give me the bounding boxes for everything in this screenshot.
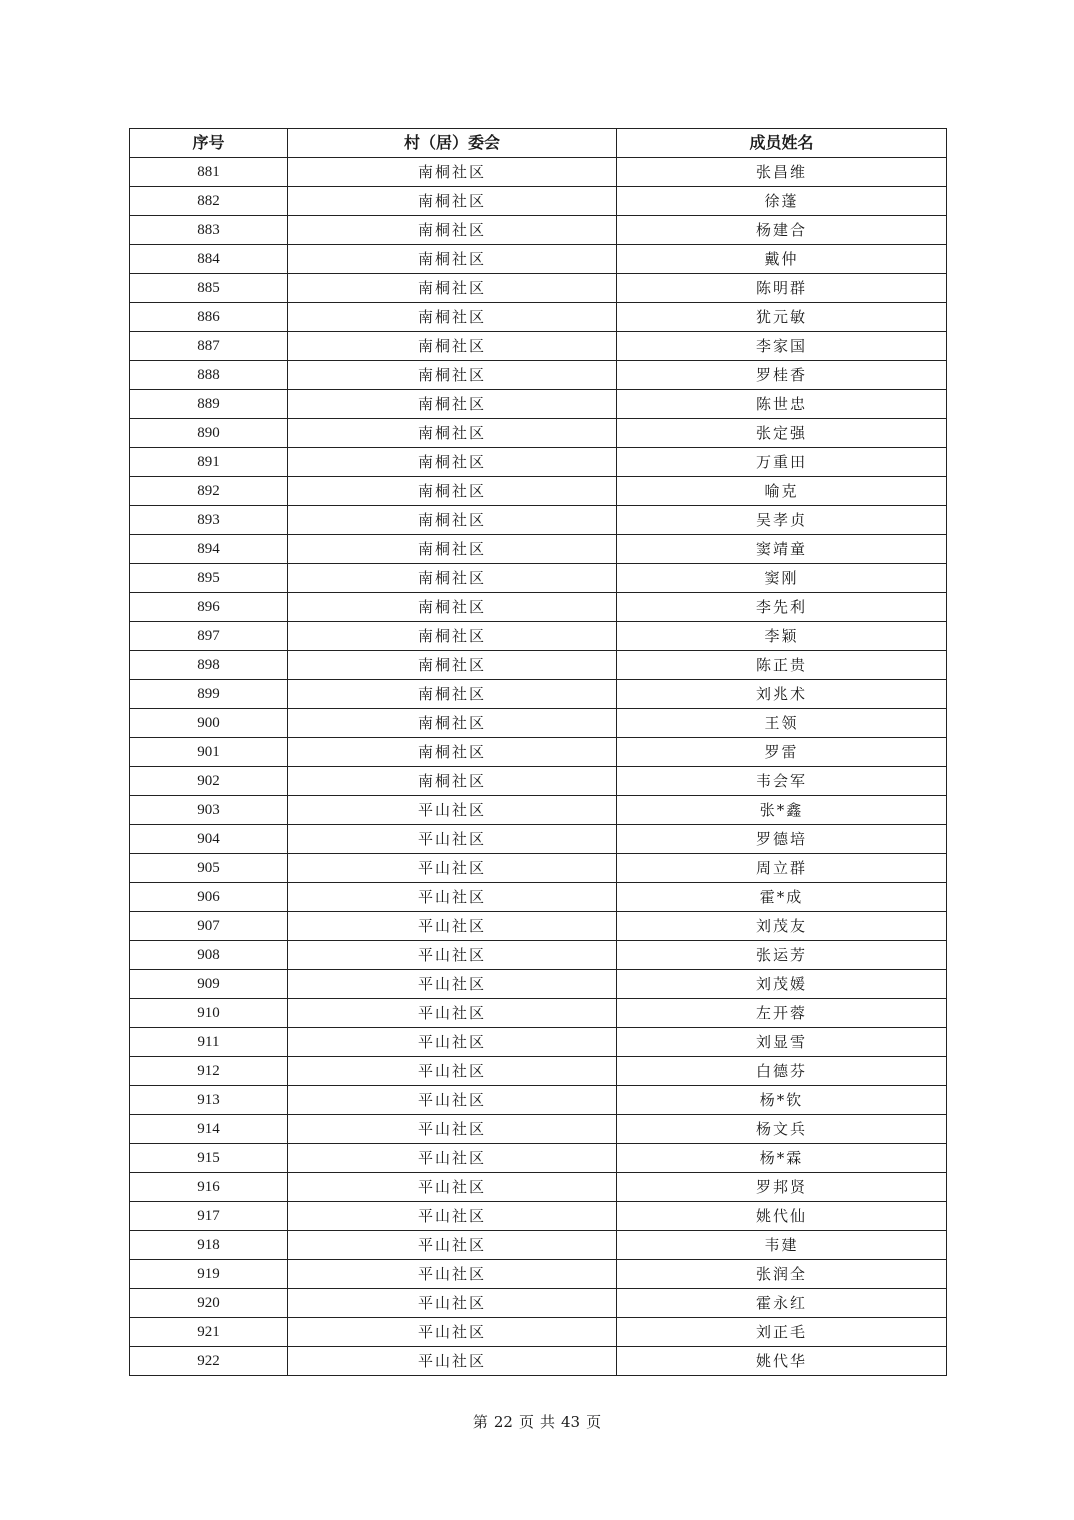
cell-seq: 882 <box>130 187 288 216</box>
cell-committee: 南桐社区 <box>288 419 617 448</box>
cell-committee: 平山社区 <box>288 796 617 825</box>
cell-committee: 南桐社区 <box>288 535 617 564</box>
cell-seq: 893 <box>130 506 288 535</box>
table-row <box>130 1260 947 1289</box>
table-row <box>130 274 947 303</box>
table-row <box>130 1289 947 1318</box>
cell-committee: 南桐社区 <box>288 274 617 303</box>
cell-committee: 平山社区 <box>288 912 617 941</box>
table-row <box>130 245 947 274</box>
table-row <box>130 1086 947 1115</box>
cell-name: 杨*霖 <box>617 1144 947 1173</box>
cell-seq: 918 <box>130 1231 288 1260</box>
cell-committee: 平山社区 <box>288 1289 617 1318</box>
footer-current-page: 22 <box>493 1413 513 1431</box>
header-seq: 序号 <box>130 129 288 158</box>
cell-seq: 903 <box>130 796 288 825</box>
cell-name: 姚代华 <box>617 1347 947 1376</box>
cell-seq: 885 <box>130 274 288 303</box>
cell-name: 李颖 <box>617 622 947 651</box>
table-row <box>130 970 947 999</box>
cell-seq: 900 <box>130 709 288 738</box>
cell-committee: 平山社区 <box>288 1028 617 1057</box>
cell-seq: 917 <box>130 1202 288 1231</box>
cell-name: 左开蓉 <box>617 999 947 1028</box>
cell-seq: 902 <box>130 767 288 796</box>
cell-name: 犹元敏 <box>617 303 947 332</box>
table-row <box>130 361 947 390</box>
table-row <box>130 390 947 419</box>
cell-name: 杨*钦 <box>617 1086 947 1115</box>
cell-committee: 平山社区 <box>288 1231 617 1260</box>
table-row <box>130 1057 947 1086</box>
cell-name: 韦会军 <box>617 767 947 796</box>
cell-committee: 南桐社区 <box>288 651 617 680</box>
cell-name: 张运芳 <box>617 941 947 970</box>
cell-name: 陈明群 <box>617 274 947 303</box>
cell-seq: 890 <box>130 419 288 448</box>
table-row <box>130 796 947 825</box>
cell-committee: 平山社区 <box>288 825 617 854</box>
cell-seq: 883 <box>130 216 288 245</box>
cell-committee: 南桐社区 <box>288 448 617 477</box>
table-row <box>130 332 947 361</box>
cell-name: 刘兆术 <box>617 680 947 709</box>
table-row <box>130 1173 947 1202</box>
table-row <box>130 999 947 1028</box>
table-row <box>130 622 947 651</box>
table-row <box>130 738 947 767</box>
table-row <box>130 1347 947 1376</box>
cell-seq: 894 <box>130 535 288 564</box>
cell-committee: 平山社区 <box>288 1086 617 1115</box>
footer-page-word: 页 <box>518 1413 534 1431</box>
cell-name: 罗桂香 <box>617 361 947 390</box>
cell-committee: 南桐社区 <box>288 390 617 419</box>
footer-suffix: 页 <box>586 1413 602 1431</box>
cell-committee: 平山社区 <box>288 1115 617 1144</box>
cell-committee: 南桐社区 <box>288 593 617 622</box>
table-row <box>130 1318 947 1347</box>
table-header-row <box>130 129 947 158</box>
cell-seq: 906 <box>130 883 288 912</box>
cell-name: 罗雷 <box>617 738 947 767</box>
cell-seq: 896 <box>130 593 288 622</box>
cell-committee: 南桐社区 <box>288 767 617 796</box>
cell-committee: 平山社区 <box>288 883 617 912</box>
cell-name: 刘正毛 <box>617 1318 947 1347</box>
cell-name: 白德芬 <box>617 1057 947 1086</box>
cell-seq: 905 <box>130 854 288 883</box>
table-row <box>130 1231 947 1260</box>
table-body <box>130 158 947 1376</box>
table-row <box>130 506 947 535</box>
cell-name: 张定强 <box>617 419 947 448</box>
cell-seq: 916 <box>130 1173 288 1202</box>
cell-committee: 南桐社区 <box>288 564 617 593</box>
table-row <box>130 767 947 796</box>
cell-seq: 907 <box>130 912 288 941</box>
cell-name: 杨文兵 <box>617 1115 947 1144</box>
cell-seq: 919 <box>130 1260 288 1289</box>
cell-name: 刘茂友 <box>617 912 947 941</box>
table-row <box>130 187 947 216</box>
cell-name: 李家国 <box>617 332 947 361</box>
cell-committee: 南桐社区 <box>288 477 617 506</box>
cell-name: 刘显雪 <box>617 1028 947 1057</box>
table-row <box>130 477 947 506</box>
cell-name: 罗德培 <box>617 825 947 854</box>
table-row <box>130 709 947 738</box>
table-row <box>130 854 947 883</box>
cell-name: 李先利 <box>617 593 947 622</box>
table-row <box>130 1144 947 1173</box>
table-row <box>130 680 947 709</box>
cell-name: 喻克 <box>617 477 947 506</box>
member-table <box>129 128 947 1376</box>
cell-seq: 898 <box>130 651 288 680</box>
table-row <box>130 941 947 970</box>
cell-seq: 895 <box>130 564 288 593</box>
cell-committee: 平山社区 <box>288 1144 617 1173</box>
cell-seq: 892 <box>130 477 288 506</box>
cell-committee: 平山社区 <box>288 1347 617 1376</box>
table-row <box>130 1202 947 1231</box>
cell-name: 戴仲 <box>617 245 947 274</box>
cell-seq: 922 <box>130 1347 288 1376</box>
cell-seq: 914 <box>130 1115 288 1144</box>
cell-seq: 889 <box>130 390 288 419</box>
header-name: 成员姓名 <box>617 129 947 158</box>
cell-seq: 911 <box>130 1028 288 1057</box>
table-row <box>130 564 947 593</box>
page-footer <box>0 1410 1074 1434</box>
cell-committee: 平山社区 <box>288 1057 617 1086</box>
cell-seq: 909 <box>130 970 288 999</box>
table-row <box>130 825 947 854</box>
cell-name: 万重田 <box>617 448 947 477</box>
cell-committee: 南桐社区 <box>288 303 617 332</box>
footer-total-pages: 43 <box>561 1413 581 1431</box>
table-row <box>130 1115 947 1144</box>
cell-seq: 897 <box>130 622 288 651</box>
cell-committee: 平山社区 <box>288 1260 617 1289</box>
cell-committee: 南桐社区 <box>288 216 617 245</box>
table-row <box>130 883 947 912</box>
cell-committee: 平山社区 <box>288 1202 617 1231</box>
table-row <box>130 535 947 564</box>
cell-seq: 888 <box>130 361 288 390</box>
cell-seq: 884 <box>130 245 288 274</box>
cell-seq: 908 <box>130 941 288 970</box>
cell-name: 徐蓬 <box>617 187 947 216</box>
cell-committee: 南桐社区 <box>288 680 617 709</box>
cell-name: 杨建合 <box>617 216 947 245</box>
cell-committee: 平山社区 <box>288 1173 617 1202</box>
cell-name: 周立群 <box>617 854 947 883</box>
cell-seq: 904 <box>130 825 288 854</box>
cell-name: 罗邦贤 <box>617 1173 947 1202</box>
cell-seq: 881 <box>130 158 288 187</box>
cell-seq: 899 <box>130 680 288 709</box>
table-row <box>130 1028 947 1057</box>
cell-seq: 912 <box>130 1057 288 1086</box>
cell-name: 韦建 <box>617 1231 947 1260</box>
cell-name: 陈世忠 <box>617 390 947 419</box>
cell-committee: 南桐社区 <box>288 332 617 361</box>
header-committee: 村（居）委会 <box>288 129 617 158</box>
cell-name: 姚代仙 <box>617 1202 947 1231</box>
table-row <box>130 158 947 187</box>
cell-name: 张润全 <box>617 1260 947 1289</box>
cell-name: 霍永红 <box>617 1289 947 1318</box>
cell-name: 刘茂媛 <box>617 970 947 999</box>
table-row <box>130 912 947 941</box>
cell-committee: 平山社区 <box>288 854 617 883</box>
cell-committee: 南桐社区 <box>288 738 617 767</box>
cell-seq: 887 <box>130 332 288 361</box>
cell-name: 窦靖童 <box>617 535 947 564</box>
cell-seq: 901 <box>130 738 288 767</box>
cell-seq: 920 <box>130 1289 288 1318</box>
cell-name: 吴孝贞 <box>617 506 947 535</box>
table-row <box>130 216 947 245</box>
table-row <box>130 593 947 622</box>
table-row <box>130 448 947 477</box>
cell-committee: 平山社区 <box>288 970 617 999</box>
cell-seq: 886 <box>130 303 288 332</box>
footer-total-word: 共 <box>540 1413 556 1431</box>
cell-committee: 平山社区 <box>288 941 617 970</box>
cell-name: 霍*成 <box>617 883 947 912</box>
table-row <box>130 651 947 680</box>
cell-name: 张*鑫 <box>617 796 947 825</box>
cell-committee: 南桐社区 <box>288 361 617 390</box>
table-row <box>130 303 947 332</box>
cell-name: 窦刚 <box>617 564 947 593</box>
cell-name: 陈正贵 <box>617 651 947 680</box>
cell-seq: 891 <box>130 448 288 477</box>
footer-prefix: 第 <box>472 1413 488 1431</box>
table-row <box>130 419 947 448</box>
cell-seq: 913 <box>130 1086 288 1115</box>
cell-name: 王领 <box>617 709 947 738</box>
cell-committee: 南桐社区 <box>288 245 617 274</box>
cell-committee: 平山社区 <box>288 1318 617 1347</box>
cell-seq: 915 <box>130 1144 288 1173</box>
cell-seq: 921 <box>130 1318 288 1347</box>
cell-seq: 910 <box>130 999 288 1028</box>
cell-committee: 南桐社区 <box>288 709 617 738</box>
cell-committee: 平山社区 <box>288 999 617 1028</box>
cell-committee: 南桐社区 <box>288 506 617 535</box>
cell-committee: 南桐社区 <box>288 158 617 187</box>
cell-committee: 南桐社区 <box>288 622 617 651</box>
cell-committee: 南桐社区 <box>288 187 617 216</box>
cell-name: 张昌维 <box>617 158 947 187</box>
